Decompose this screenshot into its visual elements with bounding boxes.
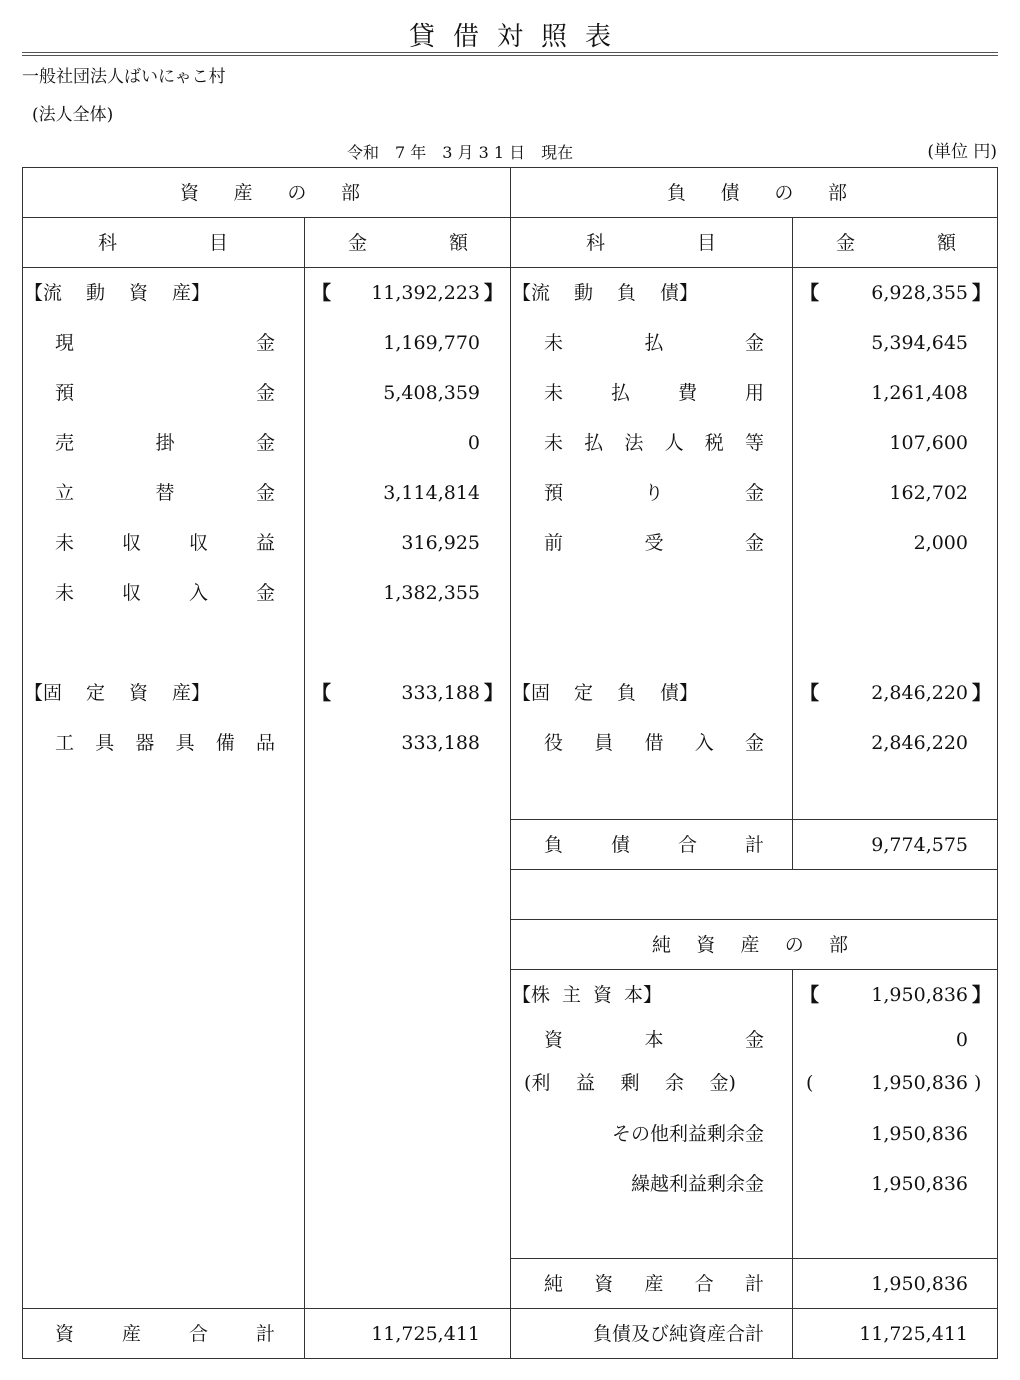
liability-item-name — [544, 518, 764, 568]
liability-item-name-char: 払 — [584, 432, 604, 454]
capital-stock-amount: 0 — [955, 1029, 968, 1051]
fixed-assets-label-char: 産】 — [171, 682, 210, 704]
current-assets-label — [24, 268, 210, 318]
assets-grand-total-label-char: 資 — [55, 1323, 75, 1345]
retained-earnings-label-char: 余 — [665, 1072, 685, 1094]
asset-item-name-char: 未 — [55, 532, 75, 554]
liabilities-and-net-assets-total-label: 負債及び純資産合計 — [592, 1323, 764, 1345]
shareholders-equity-label-char: 主 — [561, 984, 581, 1006]
liability-item-name-char: 未 — [544, 382, 564, 404]
liability-item-name-char: 役 — [544, 732, 564, 754]
open-bracket: 【 — [312, 682, 332, 704]
retained-earnings-carried-forward-label: 繰越利益剰余金 — [630, 1173, 764, 1195]
title-rule-bottom — [22, 55, 998, 56]
fixed-liabilities-label-char: 負 — [616, 682, 636, 704]
net-assets-section-title-char: 部 — [828, 934, 848, 956]
retained-earnings-amount: 1,950,836 — [871, 1072, 968, 1094]
assets-grand-total-label — [55, 1309, 275, 1359]
liability-item-name — [544, 368, 764, 418]
close-bracket: 】 — [972, 282, 992, 304]
liability-item-name-char: 金 — [744, 732, 764, 754]
asset-item-name-char: 品 — [255, 732, 275, 754]
liabilities-col-amount — [836, 218, 956, 268]
liabilities-col-amount-char: 額 — [936, 232, 956, 254]
net-assets-total-label-char: 産 — [644, 1273, 664, 1295]
fixed-assets-total: 333,188 — [401, 682, 480, 704]
asset-item-name-char: 収 — [188, 532, 208, 554]
shareholders-equity-total: 1,950,836 — [871, 984, 968, 1006]
liability-item-name-char: 受 — [644, 532, 664, 554]
assets-section-title-char: の — [287, 182, 307, 204]
liability-item-name-char: 預 — [544, 482, 564, 504]
asset-item-name-char: 現 — [55, 332, 75, 354]
asset-item-name — [55, 518, 275, 568]
liability-item-amount: 2,000 — [913, 532, 968, 554]
liabilities-and-net-assets-total: 11,725,411 — [859, 1323, 968, 1345]
liability-item-name-char: 前 — [544, 532, 564, 554]
liability-item-name-char: 費 — [677, 382, 697, 404]
shareholders-equity-label — [512, 970, 662, 1020]
asset-item-name-char: 収 — [121, 532, 141, 554]
current-assets-label-char: 資 — [128, 282, 148, 304]
net-assets-section-title-char: の — [784, 934, 804, 956]
asset-item-amount: 0 — [467, 432, 480, 454]
table-left-border — [22, 167, 23, 1359]
liability-item-name-char: 人 — [664, 432, 684, 454]
fixed-assets-label-char: 【固 — [24, 682, 63, 704]
other-retained-earnings-label: その他利益剰余金 — [611, 1123, 764, 1145]
net-assets-total-label-char: 純 — [544, 1273, 564, 1295]
liability-item-name-char: 未 — [544, 432, 564, 454]
liability-item-name-char: 未 — [544, 332, 564, 354]
current-liabilities-total: 6,928,355 — [871, 282, 968, 304]
retained-earnings-label-char: 益 — [575, 1072, 595, 1094]
liabilities-total-label-char: 負 — [544, 834, 564, 856]
net-assets-section-title-char: 産 — [740, 934, 760, 956]
liability-item-name-char: 入 — [694, 732, 714, 754]
asset-item-name-char: 工 — [55, 732, 75, 754]
liabilities-total-label — [544, 820, 764, 870]
asset-item-name — [55, 368, 275, 418]
net-assets-total-label — [544, 1259, 764, 1309]
asset-item-name-char: 金 — [255, 332, 275, 354]
asset-item-name-char: 立 — [55, 482, 75, 504]
assets-col-amount-char: 金 — [348, 232, 368, 254]
liability-item-amount: 162,702 — [889, 482, 968, 504]
current-liabilities-label-char: 負 — [616, 282, 636, 304]
current-liabilities-label-char: 【流 — [512, 282, 551, 304]
net-asset-column-divider — [792, 969, 793, 1359]
asset-item-amount: 333,188 — [401, 732, 480, 754]
assets-col-amount — [348, 218, 468, 268]
current-assets-label-char: 動 — [85, 282, 105, 304]
assets-col-item — [98, 218, 228, 268]
asset-item-amount: 5,408,359 — [383, 382, 480, 404]
net-assets-total-label-char: 合 — [694, 1273, 714, 1295]
liabilities-total-label-char: 合 — [677, 834, 697, 856]
liability-item-name — [544, 418, 764, 468]
fixed-assets-label — [24, 668, 210, 718]
retained-earnings-label-char: 金) — [709, 1072, 736, 1094]
asset-item-name-char: 未 — [55, 582, 75, 604]
assets-grand-total: 11,725,411 — [371, 1323, 480, 1345]
liabilities-col-item-char: 目 — [696, 232, 716, 254]
fixed-assets-label-char: 資 — [128, 682, 148, 704]
net-assets-total: 1,950,836 — [871, 1273, 968, 1295]
assets-section-title — [180, 168, 360, 218]
open-bracket: 【 — [800, 682, 820, 704]
liability-item-name — [544, 318, 764, 368]
asset-item-name-char: 金 — [255, 482, 275, 504]
liability-item-name-char: 金 — [744, 482, 764, 504]
current-liabilities-label — [512, 268, 698, 318]
asset-item-name-char: 入 — [188, 582, 208, 604]
liabilities-total-label-char: 計 — [744, 834, 764, 856]
open-bracket: 【 — [800, 282, 820, 304]
retained-earnings-label-char: (利 — [524, 1072, 551, 1094]
liabilities-total-label-char: 債 — [610, 834, 630, 856]
liability-item-name-char: 払 — [610, 382, 630, 404]
open-bracket: 【 — [312, 282, 332, 304]
close-paren: ) — [974, 1072, 982, 1094]
asset-column-divider — [304, 217, 305, 1359]
shareholders-equity-label-char: 【株 — [512, 984, 551, 1006]
liability-item-name — [544, 468, 764, 518]
fixed-liabilities-label — [512, 668, 698, 718]
asset-item-name — [55, 718, 275, 768]
net-assets-total-label-char: 計 — [744, 1273, 764, 1295]
liability-item-name-char: 税 — [704, 432, 724, 454]
net-assets-section-title — [652, 920, 848, 970]
asset-item-name-char: 金 — [255, 432, 275, 454]
asset-item-name-char: 具 — [175, 732, 195, 754]
open-paren: ( — [806, 1072, 814, 1094]
liabilities-section-title-char: 債 — [720, 182, 740, 204]
shareholders-equity-label-char: 資 — [592, 984, 612, 1006]
open-bracket: 【 — [800, 984, 820, 1006]
asset-item-name-char: 預 — [55, 382, 75, 404]
current-liabilities-label-char: 動 — [573, 282, 593, 304]
fixed-liabilities-label-char: 債】 — [659, 682, 698, 704]
fixed-liabilities-label-char: 【固 — [512, 682, 551, 704]
current-assets-label-char: 【流 — [24, 282, 63, 304]
assets-grand-total-label-char: 合 — [188, 1323, 208, 1345]
asset-item-name-char: 掛 — [155, 432, 175, 454]
liability-item-amount: 1,261,408 — [871, 382, 968, 404]
asset-item-name-char: 金 — [255, 382, 275, 404]
liabilities-section-title — [667, 168, 847, 218]
net-assets-section-title-char: 純 — [652, 934, 672, 956]
assets-grand-total-label-char: 産 — [121, 1323, 141, 1345]
liability-item-name-char: 払 — [644, 332, 664, 354]
asset-item-amount: 316,925 — [401, 532, 480, 554]
retained-earnings-carried-forward-amount: 1,950,836 — [871, 1173, 968, 1195]
fixed-assets-label-char: 定 — [85, 682, 105, 704]
asset-item-amount: 1,382,355 — [383, 582, 480, 604]
close-bracket: 】 — [972, 984, 992, 1006]
retained-earnings-label — [524, 1058, 736, 1108]
fixed-liabilities-label-char: 定 — [573, 682, 593, 704]
unit-label: (単位 円) — [927, 142, 997, 162]
capital-stock-label-char: 本 — [644, 1029, 664, 1051]
liability-item-name-char: 金 — [744, 532, 764, 554]
assets-section-title-char: 資 — [180, 182, 200, 204]
current-assets-total: 11,392,223 — [371, 282, 480, 304]
asset-item-name-char: 替 — [155, 482, 175, 504]
assets-grand-total-label-char: 計 — [255, 1323, 275, 1345]
asset-item-name — [55, 568, 275, 618]
liability-item-name-char: 法 — [624, 432, 644, 454]
asset-item-name-char: 収 — [121, 582, 141, 604]
liabilities-section-title-char: の — [774, 182, 794, 204]
capital-stock-label-char: 資 — [544, 1029, 564, 1051]
scope-label: (法人全体) — [32, 105, 114, 125]
liabilities-section-title-char: 負 — [667, 182, 687, 204]
liability-item-amount: 5,394,645 — [871, 332, 968, 354]
asset-item-amount: 1,169,770 — [383, 332, 480, 354]
organization-name: 一般社団法人ばいにゃこ村 — [22, 67, 226, 87]
assets-col-item-char: 科 — [98, 232, 118, 254]
other-retained-earnings-amount: 1,950,836 — [871, 1123, 968, 1145]
close-bracket: 】 — [484, 282, 504, 304]
asset-item-name — [55, 318, 275, 368]
current-liabilities-label-char: 債】 — [659, 282, 698, 304]
assets-col-amount-char: 額 — [448, 232, 468, 254]
asset-item-name — [55, 468, 275, 518]
liability-item-name-char: 借 — [644, 732, 664, 754]
liability-item-name — [544, 718, 764, 768]
asset-item-name-char: 器 — [135, 732, 155, 754]
asset-item-name-char: 具 — [95, 732, 115, 754]
table-right-border — [997, 167, 998, 1359]
current-assets-label-char: 産】 — [171, 282, 210, 304]
liabilities-col-item — [586, 218, 716, 268]
asset-item-name-char: 益 — [255, 532, 275, 554]
liability-item-amount: 107,600 — [889, 432, 968, 454]
close-bracket: 】 — [972, 682, 992, 704]
as-of-date: 令和 7 年 3 月 3 1 日 現在 — [347, 143, 574, 162]
shareholders-equity-label-char: 本】 — [623, 984, 662, 1006]
net-assets-total-label-char: 資 — [594, 1273, 614, 1295]
liability-item-name-char: 用 — [744, 382, 764, 404]
capital-stock-label-char: 金 — [744, 1029, 764, 1051]
liabilities-total: 9,774,575 — [871, 834, 968, 856]
liability-item-name-char: 金 — [744, 332, 764, 354]
asset-item-name-char: 金 — [255, 582, 275, 604]
section-divider — [510, 167, 511, 1359]
assets-col-item-char: 目 — [208, 232, 228, 254]
liability-item-name-char: り — [644, 482, 664, 504]
assets-section-title-char: 産 — [233, 182, 253, 204]
asset-item-amount: 3,114,814 — [383, 482, 480, 504]
liabilities-col-amount-char: 金 — [836, 232, 856, 254]
liability-column-divider — [792, 217, 793, 870]
liability-item-amount: 2,846,220 — [871, 732, 968, 754]
net-assets-section-title-char: 資 — [696, 934, 716, 956]
retained-earnings-label-char: 剰 — [620, 1072, 640, 1094]
fixed-liabilities-total: 2,846,220 — [871, 682, 968, 704]
close-bracket: 】 — [484, 682, 504, 704]
document-title: 貸借対照表 — [408, 22, 629, 52]
liabilities-section-title-char: 部 — [827, 182, 847, 204]
liabilities-col-item-char: 科 — [586, 232, 606, 254]
asset-item-name-char: 売 — [55, 432, 75, 454]
asset-item-name-char: 備 — [215, 732, 235, 754]
assets-section-title-char: 部 — [340, 182, 360, 204]
title-rule-top — [22, 52, 998, 53]
liability-item-name-char: 員 — [594, 732, 614, 754]
liability-item-name-char: 等 — [744, 432, 764, 454]
asset-item-name — [55, 418, 275, 468]
